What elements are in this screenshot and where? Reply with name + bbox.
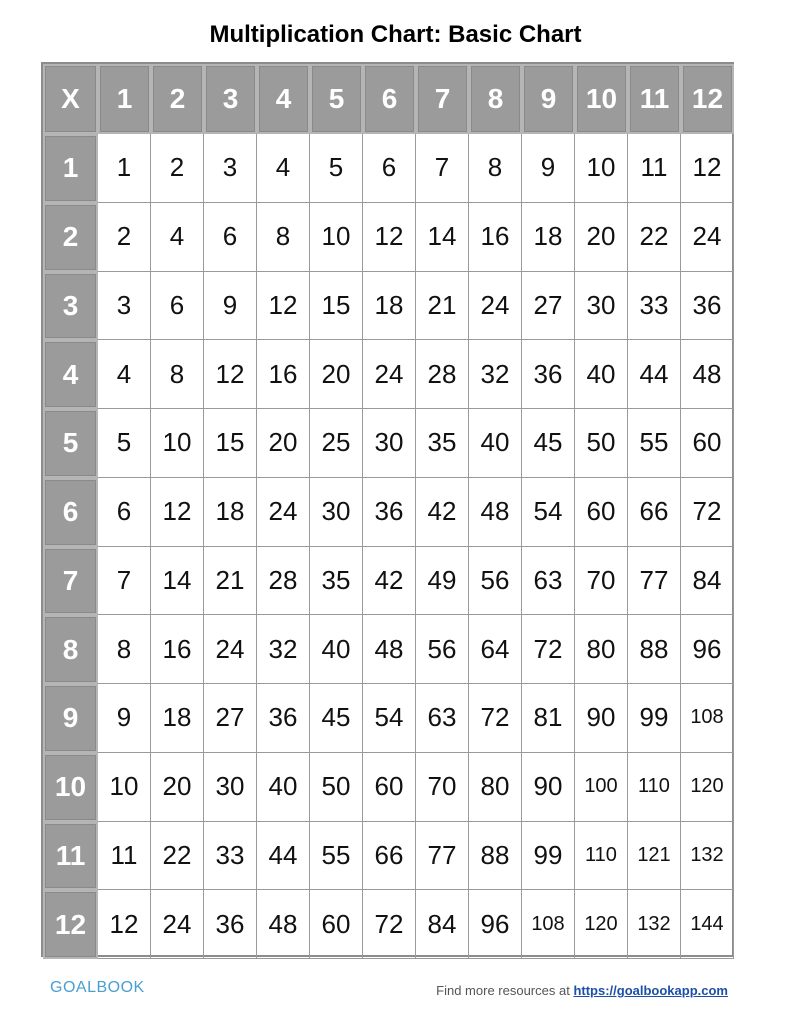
table-cell: 6	[204, 203, 257, 272]
table-cell: 35	[310, 547, 363, 616]
row-header: 5	[43, 409, 98, 478]
column-header: 9	[522, 64, 575, 134]
row-header: 8	[43, 615, 98, 684]
column-header: 2	[151, 64, 204, 134]
table-cell: 10	[98, 753, 151, 822]
table-cell: 5	[98, 409, 151, 478]
table-cell: 99	[522, 822, 575, 891]
table-cell: 6	[151, 272, 204, 341]
table-cell: 36	[363, 478, 416, 547]
table-cell: 77	[416, 822, 469, 891]
table-cell: 22	[628, 203, 681, 272]
column-header: 5	[310, 64, 363, 134]
table-cell: 42	[416, 478, 469, 547]
table-cell: 4	[98, 340, 151, 409]
table-cell: 80	[575, 615, 628, 684]
table-cell: 60	[363, 753, 416, 822]
column-header: 3	[204, 64, 257, 134]
table-cell: 100	[575, 753, 628, 822]
table-cell: 110	[575, 822, 628, 891]
table-cell: 8	[151, 340, 204, 409]
table-cell: 33	[204, 822, 257, 891]
column-header: 7	[416, 64, 469, 134]
table-cell: 60	[575, 478, 628, 547]
row-header: 11	[43, 822, 98, 891]
row-header: 12	[43, 890, 98, 959]
table-cell: 44	[257, 822, 310, 891]
table-cell: 12	[363, 203, 416, 272]
row-header: 10	[43, 753, 98, 822]
table-cell: 21	[204, 547, 257, 616]
column-header: 8	[469, 64, 522, 134]
table-cell: 77	[628, 547, 681, 616]
table-cell: 132	[681, 822, 734, 891]
table-cell: 30	[204, 753, 257, 822]
table-cell: 7	[98, 547, 151, 616]
table-cell: 27	[522, 272, 575, 341]
table-cell: 40	[575, 340, 628, 409]
table-cell: 121	[628, 822, 681, 891]
table-cell: 18	[151, 684, 204, 753]
table-cell: 66	[628, 478, 681, 547]
table-cell: 96	[681, 615, 734, 684]
table-cell: 35	[416, 409, 469, 478]
table-cell: 36	[681, 272, 734, 341]
table-cell: 32	[257, 615, 310, 684]
table-cell: 24	[257, 478, 310, 547]
table-cell: 64	[469, 615, 522, 684]
table-cell: 2	[151, 134, 204, 203]
table-cell: 88	[628, 615, 681, 684]
table-cell: 108	[681, 684, 734, 753]
table-cell: 60	[681, 409, 734, 478]
table-cell: 54	[363, 684, 416, 753]
table-cell: 48	[257, 890, 310, 959]
table-cell: 40	[257, 753, 310, 822]
table-cell: 96	[469, 890, 522, 959]
table-cell: 3	[98, 272, 151, 341]
table-cell: 20	[257, 409, 310, 478]
table-cell: 10	[151, 409, 204, 478]
table-cell: 36	[257, 684, 310, 753]
column-header: 12	[681, 64, 734, 134]
table-cell: 72	[522, 615, 575, 684]
table-cell: 36	[204, 890, 257, 959]
table-cell: 42	[363, 547, 416, 616]
table-cell: 24	[363, 340, 416, 409]
table-cell: 16	[257, 340, 310, 409]
table-cell: 20	[151, 753, 204, 822]
table-cell: 10	[575, 134, 628, 203]
table-cell: 45	[310, 684, 363, 753]
table-cell: 9	[522, 134, 575, 203]
footer-label: Find more resources at	[436, 983, 574, 998]
table-cell: 21	[416, 272, 469, 341]
table-cell: 63	[522, 547, 575, 616]
page-title: Multiplication Chart: Basic Chart	[209, 21, 582, 48]
table-cell: 18	[204, 478, 257, 547]
table-cell: 25	[310, 409, 363, 478]
table-cell: 4	[257, 134, 310, 203]
table-cell: 18	[363, 272, 416, 341]
table-cell: 30	[363, 409, 416, 478]
table-cell: 48	[363, 615, 416, 684]
table-cell: 8	[257, 203, 310, 272]
table-cell: 55	[310, 822, 363, 891]
row-header: 3	[43, 272, 98, 341]
table-cell: 80	[469, 753, 522, 822]
table-cell: 7	[416, 134, 469, 203]
table-cell: 40	[310, 615, 363, 684]
table-cell: 24	[151, 890, 204, 959]
table-cell: 5	[310, 134, 363, 203]
table-cell: 72	[363, 890, 416, 959]
table-cell: 44	[628, 340, 681, 409]
column-header: 10	[575, 64, 628, 134]
table-cell: 8	[98, 615, 151, 684]
table-cell: 32	[469, 340, 522, 409]
table-cell: 24	[204, 615, 257, 684]
table-cell: 2	[98, 203, 151, 272]
table-cell: 48	[469, 478, 522, 547]
table-cell: 28	[416, 340, 469, 409]
table-cell: 6	[98, 478, 151, 547]
table-cell: 20	[310, 340, 363, 409]
table-cell: 30	[575, 272, 628, 341]
table-cell: 144	[681, 890, 734, 959]
table-cell: 108	[522, 890, 575, 959]
table-cell: 50	[310, 753, 363, 822]
table-cell: 12	[98, 890, 151, 959]
table-cell: 84	[416, 890, 469, 959]
table-cell: 56	[469, 547, 522, 616]
table-cell: 24	[469, 272, 522, 341]
table-cell: 45	[522, 409, 575, 478]
table-cell: 132	[628, 890, 681, 959]
table-cell: 9	[98, 684, 151, 753]
table-cell: 12	[257, 272, 310, 341]
row-header: 2	[43, 203, 98, 272]
table-cell: 99	[628, 684, 681, 753]
goalbook-link[interactable]: https://goalbookapp.com	[573, 983, 728, 998]
table-cell: 120	[575, 890, 628, 959]
table-cell: 14	[416, 203, 469, 272]
table-cell: 110	[628, 753, 681, 822]
table-cell: 28	[257, 547, 310, 616]
table-cell: 3	[204, 134, 257, 203]
table-cell: 18	[522, 203, 575, 272]
table-cell: 72	[469, 684, 522, 753]
table-cell: 56	[416, 615, 469, 684]
table-cell: 22	[151, 822, 204, 891]
table-cell: 12	[151, 478, 204, 547]
row-header: 6	[43, 478, 98, 547]
table-cell: 36	[522, 340, 575, 409]
table-cell: 6	[363, 134, 416, 203]
corner-header: X	[43, 64, 98, 134]
table-cell: 55	[628, 409, 681, 478]
table-cell: 1	[98, 134, 151, 203]
table-cell: 72	[681, 478, 734, 547]
table-cell: 14	[151, 547, 204, 616]
row-header: 7	[43, 547, 98, 616]
table-cell: 66	[363, 822, 416, 891]
table-cell: 16	[151, 615, 204, 684]
table-cell: 49	[416, 547, 469, 616]
row-header: 4	[43, 340, 98, 409]
table-cell: 11	[628, 134, 681, 203]
table-cell: 24	[681, 203, 734, 272]
table-cell: 4	[151, 203, 204, 272]
table-cell: 27	[204, 684, 257, 753]
table-cell: 10	[310, 203, 363, 272]
table-cell: 120	[681, 753, 734, 822]
table-cell: 81	[522, 684, 575, 753]
multiplication-table	[41, 62, 734, 957]
table-cell: 40	[469, 409, 522, 478]
table-cell: 8	[469, 134, 522, 203]
table-cell: 30	[310, 478, 363, 547]
table-cell: 15	[310, 272, 363, 341]
table-cell: 50	[575, 409, 628, 478]
footer-text	[436, 982, 728, 1000]
table-cell: 48	[681, 340, 734, 409]
table-cell: 90	[522, 753, 575, 822]
goalbook-logo: GOALBOOK	[50, 979, 145, 996]
table-cell: 33	[628, 272, 681, 341]
row-header: 1	[43, 134, 98, 203]
table-cell: 20	[575, 203, 628, 272]
table-cell: 63	[416, 684, 469, 753]
table-cell: 54	[522, 478, 575, 547]
column-header: 1	[98, 64, 151, 134]
table-cell: 15	[204, 409, 257, 478]
column-header: 4	[257, 64, 310, 134]
table-cell: 70	[575, 547, 628, 616]
table-cell: 9	[204, 272, 257, 341]
table-cell: 16	[469, 203, 522, 272]
table-cell: 12	[204, 340, 257, 409]
table-cell: 12	[681, 134, 734, 203]
table-cell: 84	[681, 547, 734, 616]
table-cell: 70	[416, 753, 469, 822]
table-cell: 60	[310, 890, 363, 959]
table-cell: 90	[575, 684, 628, 753]
row-header: 9	[43, 684, 98, 753]
column-header: 6	[363, 64, 416, 134]
table-cell: 88	[469, 822, 522, 891]
column-header: 11	[628, 64, 681, 134]
table-cell: 11	[98, 822, 151, 891]
